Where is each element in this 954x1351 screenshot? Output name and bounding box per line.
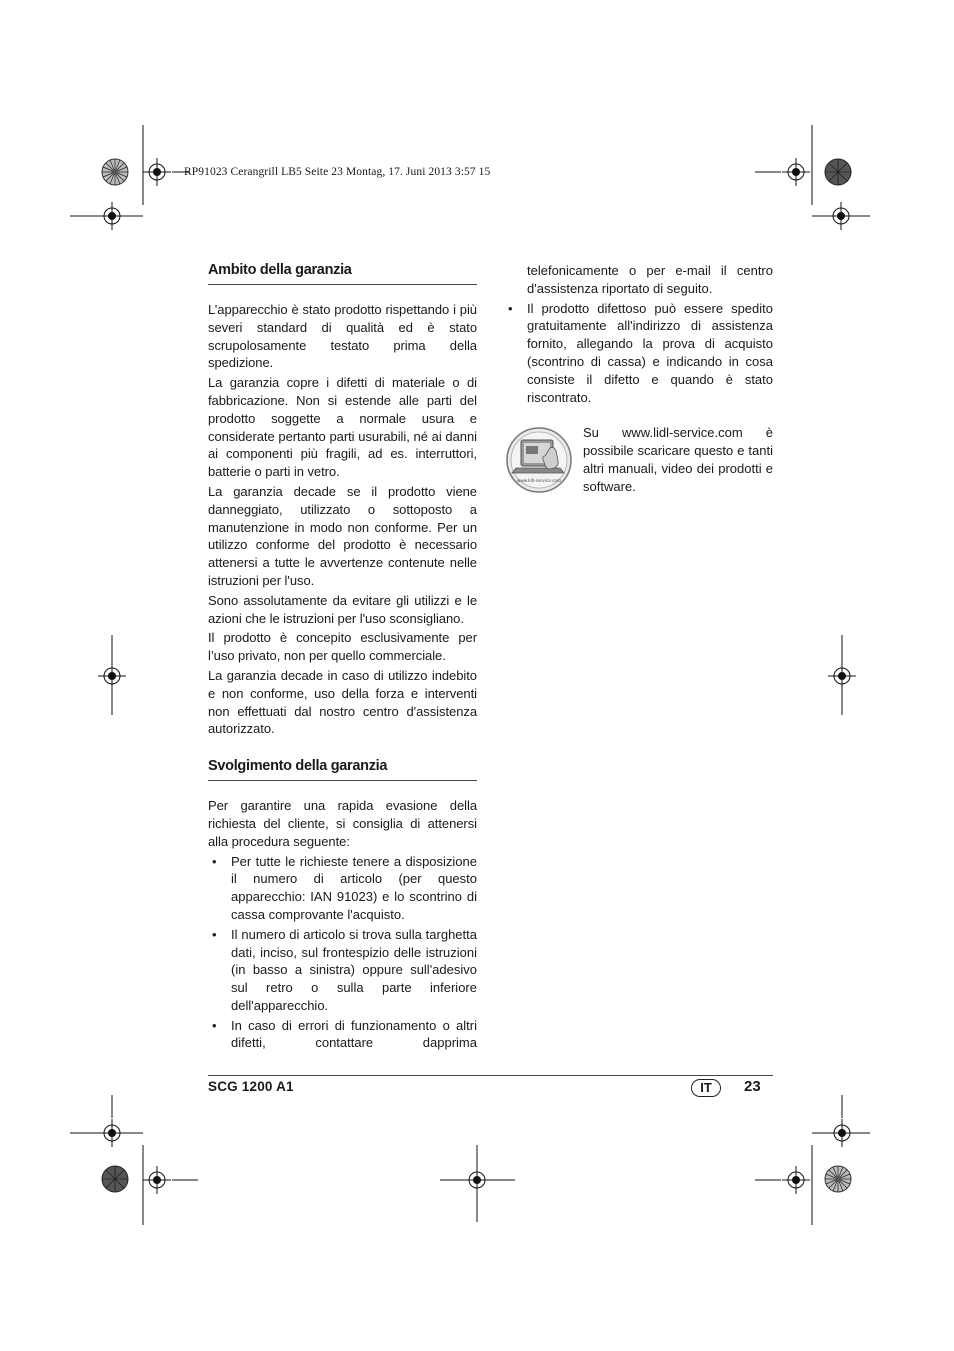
list-item: • Il numero di articolo si trova sulla targhetta dati, inciso, sul frontespizio delle istruzioni (in basso a sinistra) oppure sull'adesivo sul retro o sulla parte inferiore dell'apparecchio. — [212, 926, 477, 1013]
left-column — [208, 258, 477, 1054]
footer-rule — [208, 1075, 773, 1076]
paragraph: La garanzia decade in caso di utilizzo indebito e non conforme, uso della forza e interventi non effettuati dal nostro centro d'assistenza autorizzato. — [208, 667, 477, 737]
page-number: 23 — [744, 1078, 761, 1095]
bullet-icon: • — [212, 1017, 217, 1033]
bullet-icon: • — [212, 853, 217, 869]
paragraph: Per garantire una rapida evasione della richiesta del cliente, si consiglia di attenersi alla procedura seguente: — [208, 798, 477, 849]
bullet-list — [208, 853, 477, 1053]
list-item: • In caso di errori di funzionamento o altri difetti, contattare dapprima — [212, 1017, 477, 1051]
list-item: • Per tutte le richieste tenere a disposizione il numero di articolo (per questo apparecchio: IAN 91023) e lo scontrino di cassa comprovante l'acquisto. — [212, 853, 477, 922]
section-heading-warranty-procedure: Svolgimento della garanzia — [208, 754, 477, 781]
print-slug: RP91023 Cerangrill LB5 Seite 23 Montag, 17. Juni 2013 3:57 15 — [184, 166, 491, 178]
model-number: SCG 1200 A1 — [208, 1079, 294, 1094]
list-item: • Il prodotto difettoso può essere spedito gratuitamente all'indirizzo di assistenza fornito, allegando la prova di acquisto (scontrino di cassa) e indicando in cosa consiste il difetto e quando è stato riscontrato. — [508, 300, 773, 405]
download-laptop-icon — [504, 426, 574, 494]
lidl-service-text: Su www.lidl-service.com è possibile scaricare questo e tanti altri manuali, video dei prodotti e software. — [583, 425, 773, 494]
icon-caption: www.lidl-service.com — [516, 478, 562, 484]
bullet-list — [504, 300, 773, 407]
paragraph: L’apparecchio è stato prodotto rispettando i più severi standard di qualità ed è stato scrupolosamente testato prima della spedizione. — [208, 302, 477, 371]
paragraph: Sono assolutamente da evitare gli utilizzi e le azioni che le istruzioni per l'uso sconsigliano. — [208, 592, 477, 626]
continued-list-item: telefonicamente o per e-mail il centro d'assistenza riportato di seguito. — [527, 263, 773, 296]
paragraph: Il prodotto è concepito esclusivamente per l’uso privato, non per quello commerciale. — [208, 630, 477, 664]
lidl-service-note — [504, 424, 773, 495]
bullet-icon: • — [508, 300, 513, 316]
paragraph: La garanzia decade se il prodotto viene danneggiato, utilizzato o sottoposto a manutenzione in modo non conforme. Per un utilizzo conforme del prodotto è necessario attenersi a tutte le avvertenze contenute nelle istruzioni per l'uso. — [208, 483, 477, 588]
right-column — [504, 262, 773, 496]
bullet-icon: • — [212, 926, 217, 942]
paragraph: La garanzia copre i difetti di materiale o di fabbricazione. Non si estende alle parti del prodotto soggette a normale usura e considerate pertanto parti usurabili, né ai danni ai componenti più fragili, ad es. interruttori, batterie o parti in vetro. — [208, 375, 477, 480]
section-heading-warranty-scope: Ambito della garanzia — [208, 258, 477, 285]
language-badge: IT — [691, 1079, 721, 1097]
